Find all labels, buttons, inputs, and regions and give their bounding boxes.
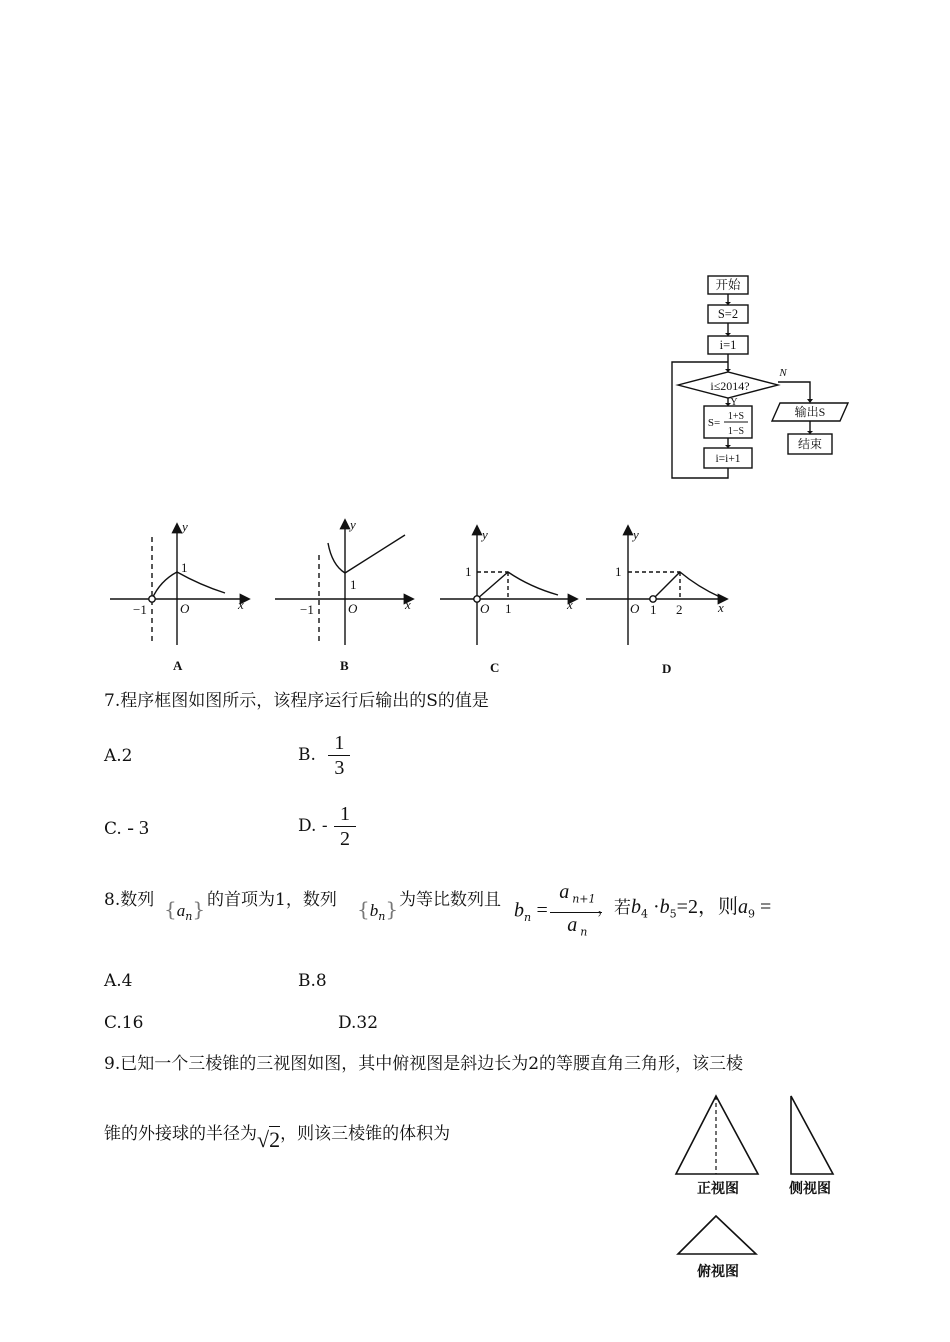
top-view-triangle: [678, 1216, 756, 1254]
graph-c-y-label: y: [482, 527, 488, 542]
q8-formula-num: a: [559, 881, 570, 903]
graph-a: [110, 525, 248, 645]
graph-c: [440, 527, 576, 645]
q8-condition-expr: =2，则: [676, 896, 738, 918]
q7-option-a: A.2: [104, 746, 133, 766]
q7-d-num: 1: [339, 803, 350, 825]
flowchart-condition-label: i≤2014?: [710, 379, 750, 393]
q7-option-d-fraction: [337, 802, 353, 851]
q7-option-b-prefix: B.: [298, 745, 316, 765]
graph-c-label: C: [490, 660, 500, 675]
function-graphs: [100, 515, 740, 680]
graph-d-label: D: [662, 661, 672, 676]
q7-b-den: 3: [334, 757, 345, 779]
q7-stem: 7.程序框图如图所示，该程序运行后输出的S的值是: [104, 691, 489, 711]
flowchart: [660, 270, 860, 485]
q8-condition: ，若$b_4 \cdot b_5=2$，则$a_9$ =: [597, 896, 772, 921]
graph-a-x-label: x: [238, 597, 244, 612]
q8-formula-den: a: [567, 913, 578, 936]
graph-d-y-label: y: [633, 527, 639, 542]
q7-option-c-value: - 3: [127, 817, 149, 839]
flowchart-no-label: N: [779, 367, 787, 379]
flowchart-update-lhs: S=: [707, 417, 721, 429]
graph-a-label: A: [173, 658, 183, 673]
q7-d-den: 2: [339, 828, 350, 850]
flowchart-increment-label: i=i+1: [715, 453, 741, 465]
flowchart-init-i-label: i=1: [719, 338, 737, 352]
q7-option-d: [298, 802, 353, 851]
graph-a-y-label: y: [182, 519, 188, 534]
q9-line1: 9.已知一个三棱锥的三视图如图，其中俯视图是斜边长为2的等腰直角三角形，该三棱: [104, 1054, 744, 1074]
q8-option-a: A.4: [104, 971, 133, 991]
top-view-label: 俯视图: [697, 1264, 739, 1280]
q8-formula-fraction: $\frac{a _{n+1}}{a _n}$: [553, 880, 598, 944]
flowchart-start-label: 开始: [715, 278, 741, 292]
q8-seq-b-letter: b: [369, 901, 379, 920]
q7-b-num: 1: [334, 732, 345, 754]
graph-b-y-label: y: [350, 517, 356, 532]
front-view-triangle: [676, 1096, 758, 1174]
graph-a-tick-neg1: −1: [133, 602, 147, 617]
graph-a-tick-1: 1: [181, 560, 188, 575]
graph-b-x-label: x: [405, 597, 411, 612]
graph-d-tick-y1: 1: [615, 564, 622, 579]
side-view-triangle: [791, 1096, 833, 1174]
graph-a-tick-origin: O: [180, 601, 190, 616]
graph-b-tick-neg1: −1: [300, 602, 314, 617]
graph-c-tick-origin: O: [480, 601, 490, 616]
q7-option-d-prefix: D. -: [298, 816, 328, 836]
q7-option-b-fraction: [331, 731, 347, 780]
q8-option-d: D.32: [338, 1013, 379, 1033]
side-view-label: 侧视图: [789, 1181, 831, 1197]
flowchart-update-den: 1−S: [727, 426, 745, 437]
q8-stem-c: 为等比数列且: [399, 890, 501, 910]
q8-option-c: C.16: [104, 1013, 144, 1033]
graph-b-tick-1: 1: [350, 577, 357, 592]
q9-sqrt-value: 2: [269, 1127, 281, 1152]
q8-option-b: B.8: [298, 971, 327, 991]
three-views-figure: [668, 1090, 848, 1285]
q8-seq-a: $\{a_n\}$: [164, 897, 206, 923]
q7-option-c-prefix: C.: [104, 819, 122, 839]
q8-stem-a: 8.数列: [104, 890, 155, 910]
graph-c-x-label: x: [567, 597, 573, 612]
flowchart-output-label: 输出S: [794, 405, 826, 419]
flowchart-yes-label: Y: [730, 397, 738, 408]
q8-condition-prefix: ，若: [597, 898, 631, 918]
flowchart-update-num: 1+S: [727, 411, 745, 422]
graph-d-x-label: x: [718, 600, 724, 615]
q9-line2-a: 锥的外接球的半径为: [104, 1124, 257, 1144]
front-view-label: 正视图: [697, 1181, 739, 1197]
graph-b-label: B: [340, 658, 349, 673]
graph-d-tick-origin: O: [630, 601, 640, 616]
q8-stem-b: 的首项为1，数列: [207, 890, 337, 910]
graph-b: [275, 521, 412, 645]
flowchart-end-label: 结束: [797, 437, 823, 451]
q9-line2-b: ，则该三棱锥的体积为: [280, 1124, 451, 1144]
q7-option-c: [104, 817, 149, 840]
q9-line2: 锥的外接球的半径为√2，则该三棱锥的体积为: [104, 1124, 451, 1152]
graph-c-tick-y1: 1: [465, 564, 472, 579]
graph-c-tick-x1: 1: [505, 601, 512, 616]
q8-seq-a-letter: a: [176, 901, 186, 920]
q8-formula-lhs: b: [514, 899, 524, 922]
q7-option-b: [298, 731, 347, 780]
q8-seq-b: $\{b_n\}$: [357, 897, 399, 923]
graph-d-tick-x1: 1: [650, 602, 657, 617]
graph-b-tick-origin: O: [348, 601, 358, 616]
graph-d-tick-x2: 2: [676, 602, 683, 617]
graph-d: [586, 527, 726, 645]
q8-formula: $b_n$ = $\frac{a _{n+1}}{a _n}$: [514, 880, 599, 944]
flowchart-init-s-label: S=2: [717, 307, 739, 321]
